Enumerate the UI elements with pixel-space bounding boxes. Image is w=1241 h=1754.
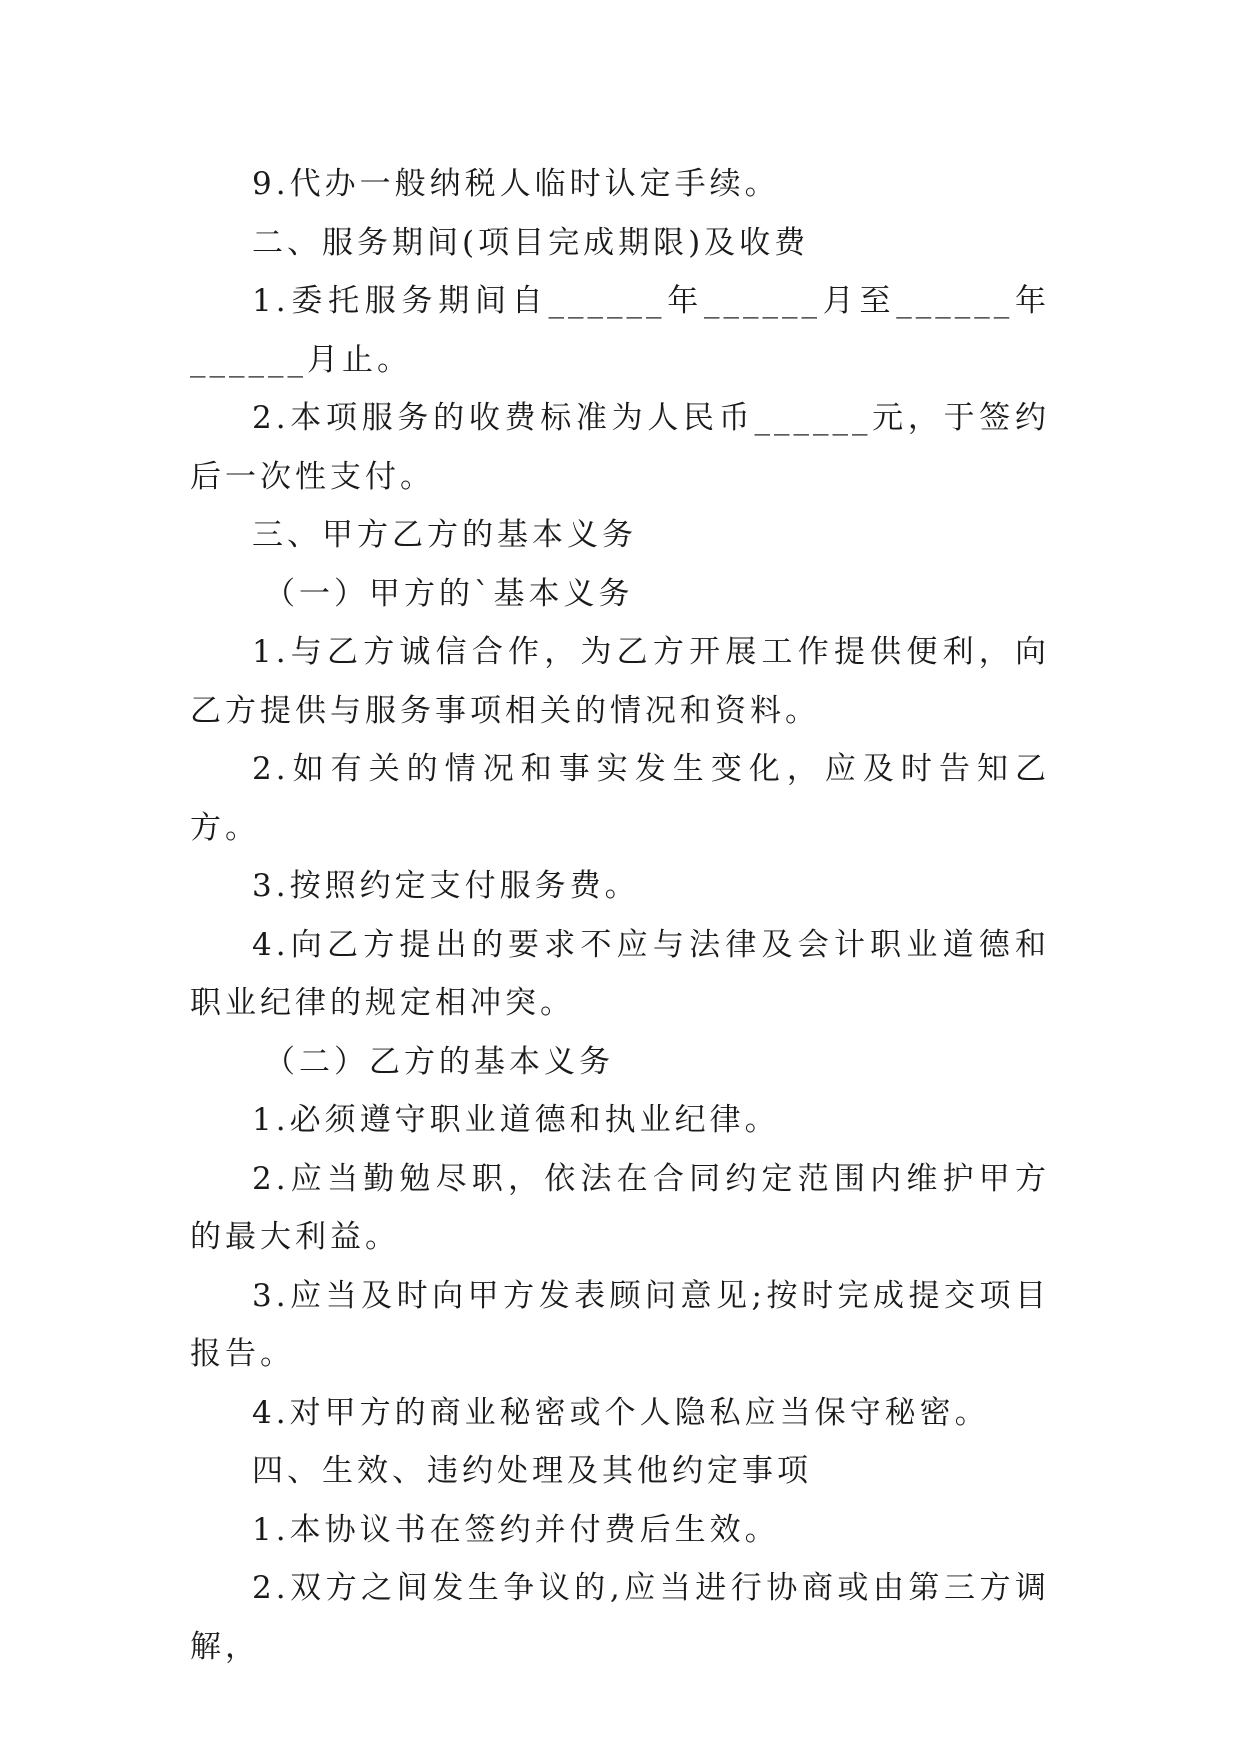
- section-heading: 二、服务期间(项目完成期限)及收费: [252, 224, 810, 261]
- clause-text: 9.代办一般纳税人临时认定手续。: [252, 166, 780, 202]
- section-heading: 四、生效、违约处理及其他约定事项: [252, 1453, 812, 1489]
- clause-text: 2.本项服务的收费标准为人民币______元，于签约后一次性支付。: [190, 400, 1050, 495]
- subsection-heading: （二）乙方的基本义务: [264, 1043, 614, 1080]
- clause-text: 4.向乙方提出的要求不应与法律及会计职业道德和职业纪律的规定相冲突。: [190, 926, 1050, 1021]
- clause-text: 1.与乙方诚信合作，为乙方开展工作提供便利，向乙方提供与服务事项相关的情况和资料。: [190, 634, 1050, 729]
- clause-text: 2.如有关的情况和事实发生变化，应及时告知乙方。: [190, 751, 1050, 846]
- clause-text: 2.双方之间发生争议的,应当进行协商或由第三方调解，: [190, 1570, 1050, 1665]
- subsection-heading: （一）甲方的`基本义务: [264, 575, 634, 612]
- clause-text: 3.按照约定支付服务费。: [252, 868, 640, 904]
- section-heading: 三、甲方乙方的基本义务: [252, 517, 637, 553]
- clause-text: 1.本协议书在签约并付费后生效。: [252, 1511, 780, 1548]
- clause-text: 4.对甲方的商业秘密或个人隐私应当保守秘密。: [252, 1394, 990, 1431]
- document-body: [190, 155, 1050, 1676]
- clause-text: 1.必须遵守职业道德和执业纪律。: [252, 1102, 780, 1138]
- clause-text: 3.应当及时向甲方发表顾问意见;按时完成提交项目报告。: [190, 1277, 1050, 1372]
- clause-text: 2.应当勤勉尽职，依法在合同约定范围内维护甲方的最大利益。: [190, 1160, 1050, 1255]
- clause-text: 1.委托服务期间自______年______月至______年______月止。: [190, 283, 1050, 378]
